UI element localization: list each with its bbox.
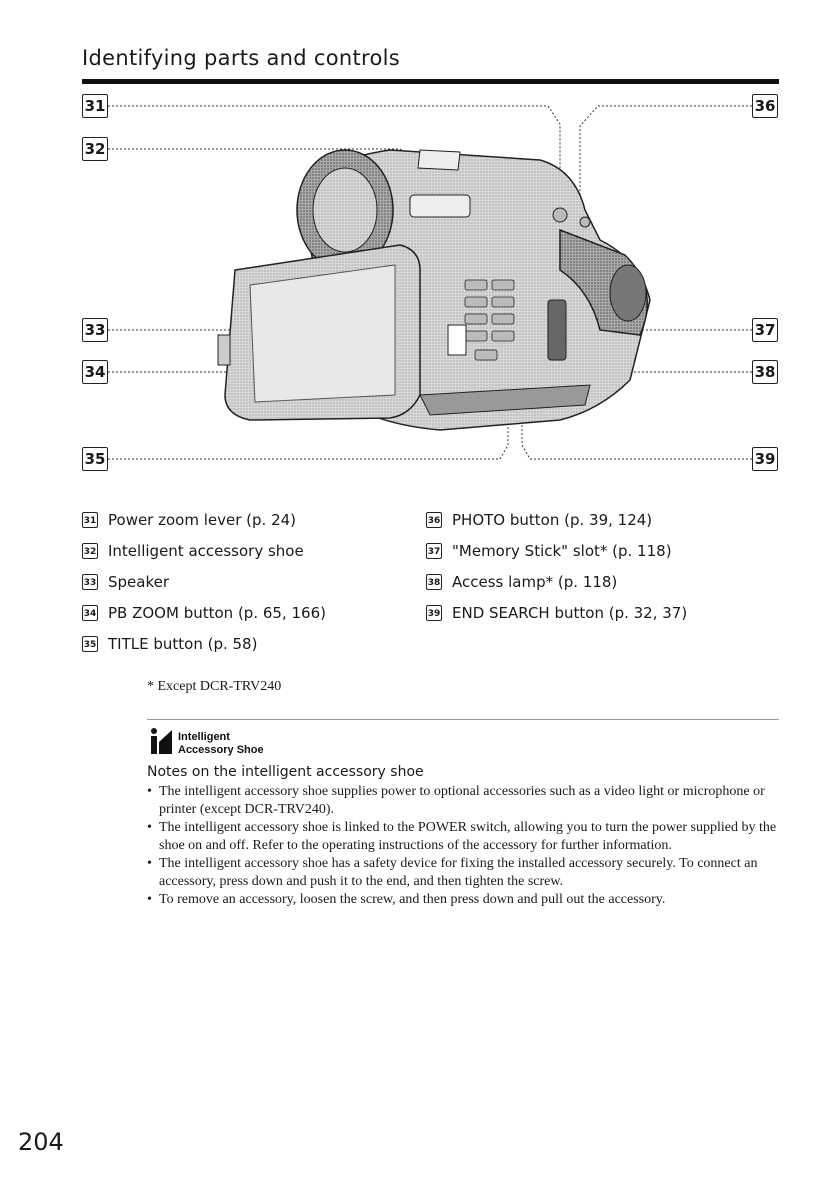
legend-label: PHOTO button (p. 39, 124) bbox=[452, 510, 653, 529]
legend-number: 38 bbox=[426, 574, 442, 590]
legend-number: 33 bbox=[82, 574, 98, 590]
callout-31: 31 bbox=[82, 94, 108, 118]
callout-36: 36 bbox=[752, 94, 778, 118]
note-item: • The intelligent accessory shoe is linked to the POWER switch, allowing you to turn the power supplied by the shoe on and off. Refer to the operating instructions of the accessory for further information. bbox=[147, 819, 782, 855]
legend-number: 31 bbox=[82, 512, 98, 528]
section-title: Identifying parts and controls bbox=[82, 46, 401, 70]
legend-item bbox=[82, 597, 326, 628]
callout-39: 39 bbox=[752, 447, 778, 471]
notes-section bbox=[147, 764, 782, 909]
legend-item bbox=[426, 504, 687, 535]
callout-37: 37 bbox=[752, 318, 778, 342]
note-item: • The intelligent accessory shoe supplies power to optional accessories such as a video light or microphone or printer (except DCR-TRV240). bbox=[147, 783, 782, 819]
legend-label: "Memory Stick" slot* (p. 118) bbox=[452, 541, 672, 560]
legend-number: 32 bbox=[82, 543, 98, 559]
callout-33: 33 bbox=[82, 318, 108, 342]
legend-label: END SEARCH button (p. 32, 37) bbox=[452, 603, 688, 622]
callout-35: 35 bbox=[82, 447, 108, 471]
notes-heading: Notes on the intelligent accessory shoe bbox=[147, 764, 424, 780]
legend-item bbox=[426, 535, 687, 566]
legend-left bbox=[82, 504, 326, 659]
intelligent-accessory-shoe-logo bbox=[150, 726, 290, 756]
legend-item bbox=[82, 628, 326, 659]
logo-line2: Accessory Shoe bbox=[178, 744, 264, 756]
legend-number: 37 bbox=[426, 543, 442, 559]
legend-number: 36 bbox=[426, 512, 442, 528]
legend-item bbox=[82, 504, 326, 535]
legend-label: TITLE button (p. 58) bbox=[108, 634, 258, 653]
callout-34: 34 bbox=[82, 360, 108, 384]
page-number: 204 bbox=[18, 1128, 64, 1156]
divider bbox=[147, 719, 779, 720]
legend-label: Speaker bbox=[108, 572, 170, 591]
note-item: • The intelligent accessory shoe has a safety device for fixing the installed accessory securely. To connect an accessory, press down and push it to the end, and then tighten the screw. bbox=[147, 855, 782, 891]
legend-label: Access lamp* (p. 118) bbox=[452, 572, 618, 591]
legend-number: 35 bbox=[82, 636, 98, 652]
legend-label: PB ZOOM button (p. 65, 166) bbox=[108, 603, 326, 622]
legend-number: 34 bbox=[82, 605, 98, 621]
callout-38: 38 bbox=[752, 360, 778, 384]
legend-item bbox=[426, 597, 687, 628]
legend-label: Intelligent accessory shoe bbox=[108, 541, 304, 560]
legend-item bbox=[82, 535, 326, 566]
legend-label: Power zoom lever (p. 24) bbox=[108, 510, 297, 529]
footnote: * Except DCR-TRV240 bbox=[147, 679, 282, 694]
legend-right bbox=[426, 504, 687, 628]
camcorder-illustration bbox=[0, 0, 824, 500]
legend-item bbox=[82, 566, 326, 597]
legend-item bbox=[426, 566, 687, 597]
legend-number: 39 bbox=[426, 605, 442, 621]
logo-line1: Intelligent bbox=[178, 731, 230, 743]
note-item: • To remove an accessory, loosen the screw, and then press down and pull out the accessory. bbox=[147, 891, 782, 909]
callout-32: 32 bbox=[82, 137, 108, 161]
notes-list bbox=[147, 783, 782, 909]
